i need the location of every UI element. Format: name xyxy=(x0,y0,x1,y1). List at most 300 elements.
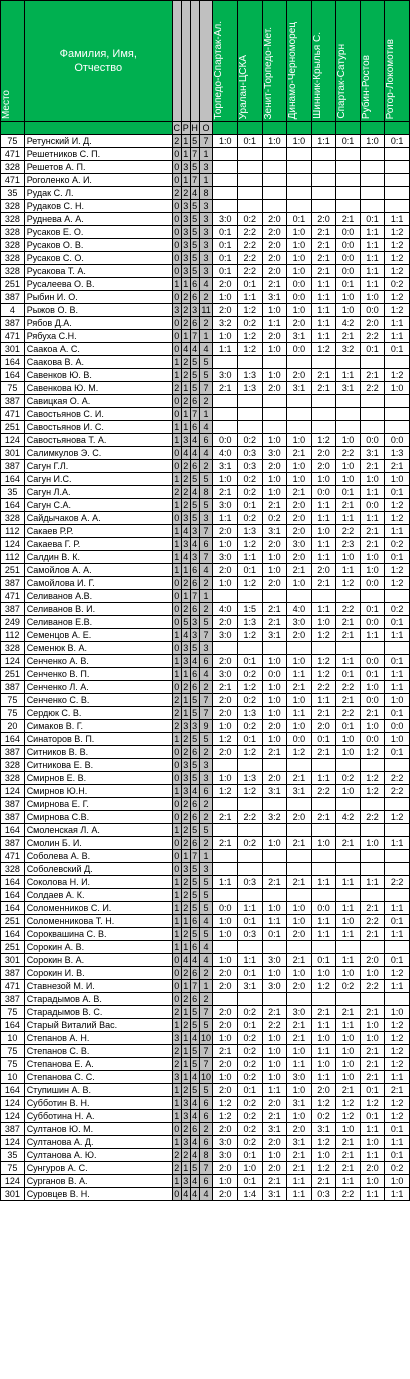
score-cell: 2:2 xyxy=(360,980,385,993)
score-cell: 1:1 xyxy=(385,1188,410,1201)
score-cell: 1:2 xyxy=(311,434,336,447)
score-cell: 2:2 xyxy=(360,382,385,395)
score-cell: 0:2 xyxy=(238,720,263,733)
score-cell: 1:2 xyxy=(238,681,263,694)
stat-r-cell: 1 xyxy=(183,851,189,861)
score-cell: 2:1 xyxy=(360,1058,385,1071)
stat-s-cell: 1 xyxy=(174,669,180,679)
stat-r-cell: 2 xyxy=(183,357,189,367)
place-cell: 164 xyxy=(1,733,25,746)
score-cell xyxy=(360,421,385,434)
stat-r-cell: 1 xyxy=(183,942,189,952)
table-row xyxy=(1,317,410,330)
name-cell: Роголенко А. И. xyxy=(24,174,172,187)
name-cell: Салимкулов Э. С. xyxy=(24,447,172,460)
score-cell xyxy=(287,850,312,863)
score-cell: 1:1 xyxy=(385,1136,410,1149)
score-cell xyxy=(311,356,336,369)
stat-n-cell: 6 xyxy=(192,318,198,328)
score-cell: 3:0 xyxy=(213,551,238,564)
place-cell: 112 xyxy=(1,629,25,642)
score-cell: 1:2 xyxy=(385,1019,410,1032)
score-cell xyxy=(311,824,336,837)
stat-n-cell: 5 xyxy=(192,708,198,718)
score-cell: 3:0 xyxy=(287,616,312,629)
place-cell: 387 xyxy=(1,681,25,694)
name-cell: Соколова Н. И. xyxy=(24,876,172,889)
place-cell: 164 xyxy=(1,902,25,915)
name-cell: Султанова А. Ю. xyxy=(24,1149,172,1162)
stat-n-cell: 4 xyxy=(192,1072,198,1082)
score-cell: 1:1 xyxy=(336,876,361,889)
score-cell: 2:1 xyxy=(311,707,336,720)
stat-r-cell: 1 xyxy=(183,331,189,341)
name-cell: Суровцев В. Н. xyxy=(24,1188,172,1201)
score-cell: 2:1 xyxy=(213,837,238,850)
stat-o-cell: 5 xyxy=(199,902,213,915)
stat-r-cell: 2 xyxy=(183,474,189,484)
stat-r-cell: 3 xyxy=(183,1111,189,1121)
stat-n-cell: 5 xyxy=(192,253,198,263)
place-cell: 328 xyxy=(1,239,25,252)
score-cell xyxy=(213,889,238,902)
place-header-pad xyxy=(1,122,25,135)
score-cell xyxy=(213,161,238,174)
stat-s-cell: 0 xyxy=(174,162,180,172)
score-cell xyxy=(360,850,385,863)
score-cell: 2:0 xyxy=(213,1084,238,1097)
place-cell: 124 xyxy=(1,1175,25,1188)
score-cell: 0:0 xyxy=(360,499,385,512)
score-cell xyxy=(336,408,361,421)
table-row xyxy=(1,473,410,486)
stat-o-cell: 3 xyxy=(199,226,213,239)
stat-n-cell: 6 xyxy=(192,669,198,679)
stat-r-cell: 4 xyxy=(183,526,189,536)
stat-r-cell: 3 xyxy=(183,240,189,250)
stat-s-cell: 0 xyxy=(174,864,180,874)
place-cell: 35 xyxy=(1,1149,25,1162)
place-cell: 164 xyxy=(1,369,25,382)
stat-o-cell: 5 xyxy=(199,499,213,512)
name-cell: Смирнов Ю.Н. xyxy=(24,785,172,798)
score-cell: 1:3 xyxy=(238,772,263,785)
score-cell: 1:1 xyxy=(311,512,336,525)
score-cell xyxy=(360,174,385,187)
stat-r-cell: 3 xyxy=(183,266,189,276)
score-cell: 1:0 xyxy=(213,135,238,148)
stat-s-cell: 1 xyxy=(174,929,180,939)
score-cell: 2:2 xyxy=(385,772,410,785)
score-cell: 4:2 xyxy=(336,811,361,824)
match-header-pad xyxy=(311,122,336,135)
score-cell: 0:1 xyxy=(360,213,385,226)
score-cell: 1:2 xyxy=(385,1097,410,1110)
score-cell: 1:2 xyxy=(311,629,336,642)
score-cell xyxy=(336,941,361,954)
stat-r-cell: 2 xyxy=(183,578,189,588)
score-cell: 1:0 xyxy=(262,1045,287,1058)
stat-n-cell: 5 xyxy=(192,227,198,237)
score-cell: 1:2 xyxy=(360,1097,385,1110)
stat-r-cell: 2 xyxy=(183,1150,189,1160)
table-row xyxy=(1,564,410,577)
stat-n-cell: 6 xyxy=(192,916,198,926)
score-cell xyxy=(311,200,336,213)
stat-s-cell: 0 xyxy=(174,981,180,991)
name-cell: Решетников С. П. xyxy=(24,148,172,161)
table-row xyxy=(1,772,410,785)
results-body xyxy=(1,135,410,1201)
name-cell: Субботин В. Н. xyxy=(24,1097,172,1110)
stat-r-cell: 2 xyxy=(183,734,189,744)
score-cell: 2:0 xyxy=(213,278,238,291)
stat-o-cell: 6 xyxy=(199,538,213,551)
stat-r-cell: 2 xyxy=(183,1085,189,1095)
stat-n-cell: 5 xyxy=(192,513,198,523)
stat-o-cell: 4 xyxy=(199,954,213,967)
score-cell: 1:1 xyxy=(238,291,263,304)
score-cell: 2:1 xyxy=(336,1162,361,1175)
stat-o-cell: 2 xyxy=(199,1123,213,1136)
stat-o-cell: 10 xyxy=(201,1072,212,1082)
stat-n-cell: 5 xyxy=(192,903,198,913)
stat-n-cell: 4 xyxy=(192,786,198,796)
score-cell xyxy=(360,187,385,200)
place-cell: 35 xyxy=(1,187,25,200)
score-cell: 1:0 xyxy=(311,1149,336,1162)
score-cell: 3:1 xyxy=(287,1136,312,1149)
place-cell: 328 xyxy=(1,226,25,239)
score-cell: 1:2 xyxy=(238,304,263,317)
stat-r-cell: 3 xyxy=(183,773,189,783)
table-row xyxy=(1,590,410,603)
stat-s-cell: 0 xyxy=(174,448,180,458)
score-cell: 1:2 xyxy=(336,1110,361,1123)
stat-s-cell: 1 xyxy=(174,526,180,536)
score-cell xyxy=(238,408,263,421)
score-cell: 2:0 xyxy=(262,265,287,278)
match-header-pad xyxy=(238,122,263,135)
stat-o-cell: 8 xyxy=(199,187,213,200)
stat-o-cell: 2 xyxy=(199,837,213,850)
name-cell: Сайдычаков А. А. xyxy=(24,512,172,525)
name-cell: Султанова А. Д. xyxy=(24,1136,172,1149)
match-label: Спартак-Сатурн xyxy=(336,44,348,119)
match-header-pad xyxy=(287,122,312,135)
score-cell: 2:1 xyxy=(311,265,336,278)
score-cell xyxy=(287,824,312,837)
score-cell xyxy=(385,759,410,772)
score-cell: 2:0 xyxy=(287,512,312,525)
stat-header-o: О xyxy=(199,122,213,135)
place-cell: 75 xyxy=(1,1006,25,1019)
place-cell: 387 xyxy=(1,798,25,811)
score-cell xyxy=(360,642,385,655)
score-cell xyxy=(262,148,287,161)
name-cell: Смирнова Е. Г. xyxy=(24,798,172,811)
score-cell: 2:1 xyxy=(287,876,312,889)
score-cell: 1:3 xyxy=(238,616,263,629)
score-cell: 1:0 xyxy=(385,1006,410,1019)
table-row xyxy=(1,694,410,707)
stat-n-cell: 6 xyxy=(192,461,198,471)
score-cell: 0:1 xyxy=(360,668,385,681)
score-cell: 0:1 xyxy=(238,278,263,291)
score-cell: 1:1 xyxy=(311,278,336,291)
place-cell: 164 xyxy=(1,473,25,486)
place-cell: 124 xyxy=(1,785,25,798)
stat-r-cell: 4 xyxy=(183,448,189,458)
stat-r-cell: 3 xyxy=(183,1137,189,1147)
stat-n-cell: 7 xyxy=(192,981,198,991)
score-cell: 1:5 xyxy=(238,603,263,616)
score-cell: 1:0 xyxy=(287,720,312,733)
name-cell: Русаков Е. О. xyxy=(24,226,172,239)
score-cell: 2:1 xyxy=(385,460,410,473)
score-cell xyxy=(287,174,312,187)
score-cell xyxy=(262,863,287,876)
name-cell: Савенков Ю. В. xyxy=(24,369,172,382)
score-cell: 2:0 xyxy=(287,369,312,382)
name-cell: Соломенников С. И. xyxy=(24,902,172,915)
score-cell xyxy=(262,408,287,421)
table-row xyxy=(1,148,410,161)
table-row xyxy=(1,1136,410,1149)
score-cell: 0:2 xyxy=(238,434,263,447)
score-cell: 2:2 xyxy=(360,330,385,343)
name-cell: Сагун С.А. xyxy=(24,499,172,512)
score-cell: 0:2 xyxy=(238,694,263,707)
name-cell: Смирнов Е. В. xyxy=(24,772,172,785)
score-cell: 1:0 xyxy=(262,551,287,564)
stat-r-cell: 2 xyxy=(183,994,189,1004)
score-cell: 0:1 xyxy=(360,343,385,356)
score-cell xyxy=(385,941,410,954)
score-cell xyxy=(262,395,287,408)
score-cell xyxy=(311,850,336,863)
score-cell: 2:1 xyxy=(287,1149,312,1162)
score-cell: 1:2 xyxy=(213,1110,238,1123)
score-cell: 0:2 xyxy=(238,1110,263,1123)
stat-o-cell: 4 xyxy=(199,564,213,577)
score-cell: 0:0 xyxy=(360,733,385,746)
score-cell xyxy=(311,993,336,1006)
place-cell: 471 xyxy=(1,148,25,161)
score-cell: 2:0 xyxy=(213,564,238,577)
score-cell: 1:1 xyxy=(311,551,336,564)
name-cell: Степанова С. С. xyxy=(24,1071,172,1084)
stat-o-cell: 6 xyxy=(199,785,213,798)
name-cell: Смоленская Л. А. xyxy=(24,824,172,837)
table-row xyxy=(1,798,410,811)
score-cell: 1:1 xyxy=(360,1149,385,1162)
score-cell xyxy=(385,148,410,161)
name-cell: Самойлов А. А. xyxy=(24,564,172,577)
score-cell: 1:0 xyxy=(336,785,361,798)
score-cell xyxy=(336,850,361,863)
score-cell: 1:3 xyxy=(238,369,263,382)
score-cell: 1:2 xyxy=(385,291,410,304)
score-cell: 1:2 xyxy=(385,252,410,265)
score-cell: 2:1 xyxy=(311,577,336,590)
match-header-pad xyxy=(385,122,410,135)
score-cell: 0:0 xyxy=(360,434,385,447)
score-cell: 2:0 xyxy=(311,720,336,733)
place-cell: 387 xyxy=(1,603,25,616)
stat-n-cell: 6 xyxy=(192,578,198,588)
score-cell: 1:0 xyxy=(213,928,238,941)
score-cell: 1:1 xyxy=(311,1045,336,1058)
score-cell: 1:1 xyxy=(360,512,385,525)
table-row xyxy=(1,759,410,772)
stat-r-cell: 1 xyxy=(183,383,189,393)
place-cell: 328 xyxy=(1,161,25,174)
score-cell xyxy=(262,356,287,369)
score-cell: 1:1 xyxy=(360,252,385,265)
score-cell: 1:0 xyxy=(360,1136,385,1149)
score-cell: 0:2 xyxy=(336,980,361,993)
score-cell: 0:0 xyxy=(287,733,312,746)
table-row xyxy=(1,525,410,538)
score-cell: 2:1 xyxy=(336,1084,361,1097)
score-cell: 0:2 xyxy=(336,772,361,785)
name-cell: Савенкова Ю. М. xyxy=(24,382,172,395)
stat-n-cell: 4 xyxy=(192,1189,198,1199)
table-row xyxy=(1,499,410,512)
match-label: Динамо-Черноморец xyxy=(287,21,299,119)
score-cell xyxy=(287,993,312,1006)
name-cell: Рудаков С. Н. xyxy=(24,200,172,213)
score-cell: 2:1 xyxy=(213,1045,238,1058)
score-cell: 2:0 xyxy=(262,239,287,252)
score-cell: 1:1 xyxy=(213,343,238,356)
score-cell: 1:1 xyxy=(287,1175,312,1188)
score-cell xyxy=(336,824,361,837)
stat-o-cell: 1 xyxy=(199,850,213,863)
score-cell: 1:2 xyxy=(385,239,410,252)
score-cell: 2:0 xyxy=(287,317,312,330)
match-label: Шинник-Крылья С. xyxy=(311,32,323,119)
table-row xyxy=(1,707,410,720)
stat-r-cell: 1 xyxy=(183,708,189,718)
match-header xyxy=(287,1,312,122)
score-cell: 2:1 xyxy=(336,837,361,850)
place-cell: 20 xyxy=(1,720,25,733)
table-row xyxy=(1,1019,410,1032)
stat-o-cell: 1 xyxy=(199,148,213,161)
score-cell: 1:2 xyxy=(385,369,410,382)
table-row xyxy=(1,434,410,447)
score-cell: 1:0 xyxy=(262,1149,287,1162)
stat-o-cell: 7 xyxy=(199,1058,213,1071)
score-cell: 1:1 xyxy=(311,694,336,707)
stat-o-cell: 5 xyxy=(199,369,213,382)
score-cell: 3:0 xyxy=(213,213,238,226)
score-cell: 0:1 xyxy=(385,915,410,928)
stat-s-cell: 0 xyxy=(174,240,180,250)
stat-o-cell: 7 xyxy=(199,629,213,642)
stat-o-cell: 1 xyxy=(199,408,213,421)
stat-o-cell: 6 xyxy=(199,1175,213,1188)
match-header-pad xyxy=(262,122,287,135)
score-cell: 1:2 xyxy=(385,512,410,525)
score-cell: 0:1 xyxy=(287,213,312,226)
table-row xyxy=(1,239,410,252)
match-header xyxy=(238,1,263,122)
name-cell: Сагун И.С. xyxy=(24,473,172,486)
place-cell: 471 xyxy=(1,980,25,993)
score-cell: 2:3 xyxy=(336,538,361,551)
place-cell: 387 xyxy=(1,811,25,824)
score-cell: 3:2 xyxy=(213,317,238,330)
stat-r-cell: 1 xyxy=(183,175,189,185)
stat-r-cell: 2 xyxy=(183,1124,189,1134)
score-cell: 3:1 xyxy=(262,785,287,798)
score-cell xyxy=(360,590,385,603)
stat-o-cell: 6 xyxy=(199,1136,213,1149)
score-cell: 0:2 xyxy=(385,278,410,291)
stat-n-cell: 7 xyxy=(192,409,198,419)
stat-n-cell: 6 xyxy=(192,838,198,848)
score-cell xyxy=(262,941,287,954)
place-cell: 387 xyxy=(1,837,25,850)
name-cell: Сурганов В. А. xyxy=(24,1175,172,1188)
score-cell xyxy=(360,148,385,161)
score-cell: 3:1 xyxy=(213,460,238,473)
score-cell: 0:1 xyxy=(238,967,263,980)
score-cell: 2:0 xyxy=(213,694,238,707)
score-cell: 2:1 xyxy=(336,616,361,629)
stat-r-cell: 4 xyxy=(183,344,189,354)
score-cell xyxy=(287,798,312,811)
place-cell: 301 xyxy=(1,1188,25,1201)
table-row xyxy=(1,512,410,525)
score-cell xyxy=(262,174,287,187)
score-cell: 1:1 xyxy=(336,655,361,668)
score-cell xyxy=(262,889,287,902)
stat-n-cell: 6 xyxy=(192,994,198,1004)
score-cell xyxy=(238,993,263,1006)
score-cell: 3:1 xyxy=(262,1123,287,1136)
score-cell: 3:1 xyxy=(262,629,287,642)
score-cell xyxy=(213,863,238,876)
stat-r-cell: 2 xyxy=(183,604,189,614)
score-cell: 0:1 xyxy=(238,1175,263,1188)
stat-s-cell: 2 xyxy=(174,1007,180,1017)
table-row xyxy=(1,538,410,551)
score-cell xyxy=(213,590,238,603)
score-cell: 0:0 xyxy=(311,486,336,499)
score-cell xyxy=(311,863,336,876)
score-cell: 2:1 xyxy=(287,954,312,967)
score-cell: 1:1 xyxy=(336,564,361,577)
place-cell: 164 xyxy=(1,356,25,369)
name-cell: Степанов А. Н. xyxy=(24,1032,172,1045)
stat-s-cell: 1 xyxy=(174,825,180,835)
table-row xyxy=(1,733,410,746)
stat-o-cell: 3 xyxy=(199,213,213,226)
score-cell: 2:1 xyxy=(262,1175,287,1188)
table-row xyxy=(1,954,410,967)
score-cell: 2:1 xyxy=(262,746,287,759)
score-cell: 1:2 xyxy=(311,1097,336,1110)
stat-n-cell: 5 xyxy=(192,825,198,835)
place-cell: 124 xyxy=(1,538,25,551)
stat-s-cell: 0 xyxy=(174,1189,180,1199)
table-row xyxy=(1,616,410,629)
score-cell xyxy=(238,200,263,213)
